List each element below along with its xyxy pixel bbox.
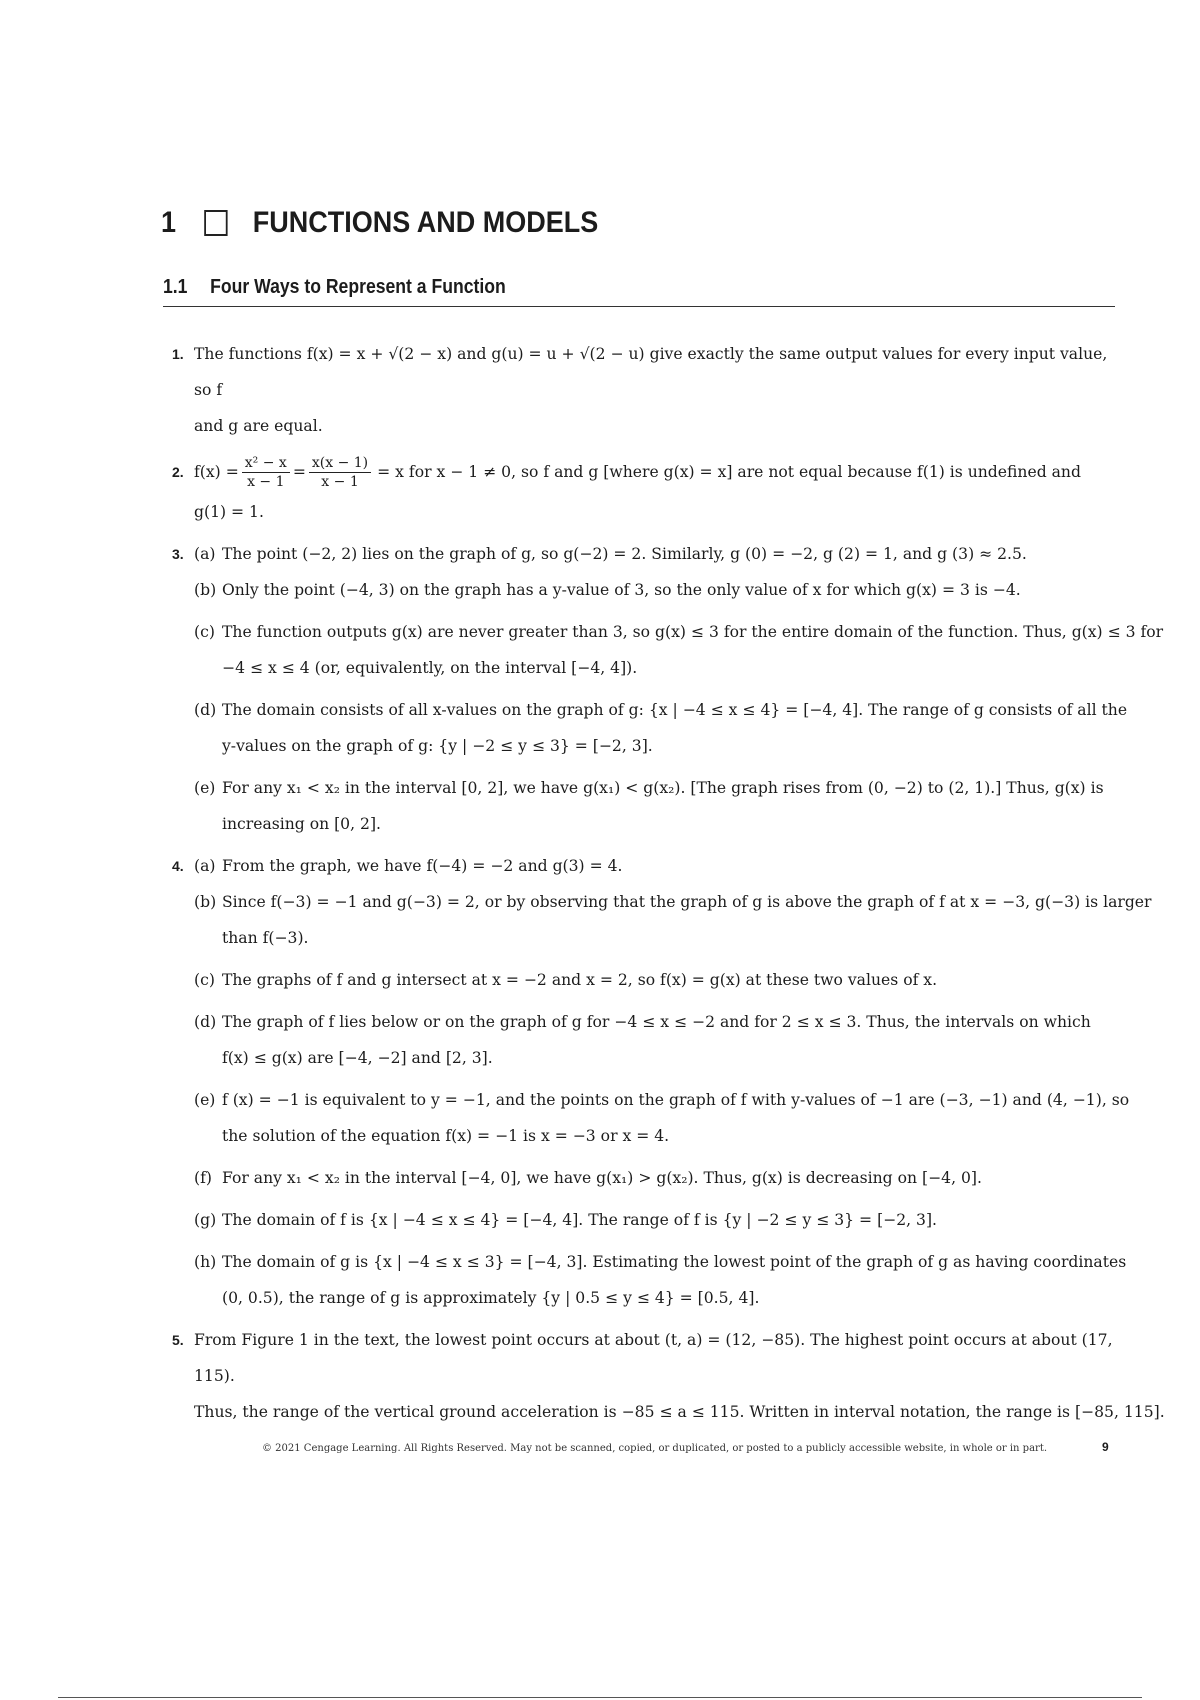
fraction <box>309 454 371 491</box>
chapter-title: FUNCTIONS AND MODELS <box>252 206 599 239</box>
problem-number: 3. <box>172 546 184 562</box>
copyright-notice: © 2021 Cengage Learning. All Rights Reserved. May not be scanned, copied, or duplicated, or posted to a publicly accessible website, in whole or in part. <box>262 1443 1048 1454</box>
part-label: (c) <box>194 623 215 641</box>
part-text: For any x₁ < x₂ in the interval [−4, 0], we have g(x₁) > g(x₂). Thus, g(x) is decreasing on [−4, 0]. <box>222 1169 982 1187</box>
part-label: (a) <box>194 857 216 875</box>
part-b <box>172 884 1152 956</box>
problem-3 <box>172 536 1164 842</box>
part-label: (b) <box>194 581 217 599</box>
part-f <box>172 1160 1117 1196</box>
problem-1 <box>172 336 1117 444</box>
part-e <box>172 1082 1130 1154</box>
part-text: Only the point (−4, 3) on the graph has a y-value of 3, so the only value of x for which g(x) = 3 is −4. <box>222 581 1021 599</box>
part-text-continued: increasing on [0, 2]. <box>222 815 381 833</box>
part-text: The domain of g is {x | −4 ≤ x ≤ 3} = [−4, 3]. Estimating the lowest point of the graph of g as having coordinates <box>222 1253 1127 1271</box>
problem-text-continued: Thus, the range of the vertical ground acceleration is −85 ≤ a ≤ 115. Written in interval notation, the range is [−85, 115]. <box>194 1403 1165 1421</box>
part-text: The graph of f lies below or on the graph of g for −4 ≤ x ≤ −2 and for 2 ≤ x ≤ 3. Thus, the intervals on which <box>222 1013 1091 1031</box>
problem-text-continued: g(1) = 1. <box>194 503 264 521</box>
problem-number: 1. <box>172 346 184 362</box>
part-label: (d) <box>194 701 217 719</box>
page-number: 9 <box>1102 1440 1109 1454</box>
part-d <box>172 692 1128 764</box>
section-title: Four Ways to Represent a Function <box>210 276 506 298</box>
part-label: (b) <box>194 893 217 911</box>
part-label: (e) <box>194 779 216 797</box>
part-text: The domain of f is {x | −4 ≤ x ≤ 4} = [−4, 4]. The range of f is {y | −2 ≤ y ≤ 3} = [−2, 3]. <box>222 1211 938 1229</box>
problem-text-continued: and g are equal. <box>194 417 323 435</box>
problem-text: The functions f(x) = x + √(2 − x) and g(u) = u + √(2 − u) give exactly the same output values for every input value, so f <box>194 345 1108 399</box>
problem-number: 5. <box>172 1332 184 1348</box>
solutions-content <box>172 336 1165 1436</box>
part-label: (c) <box>194 971 215 989</box>
problem-number: 2. <box>172 464 184 480</box>
part-b <box>172 572 1117 608</box>
part-text-continued: f(x) ≤ g(x) are [−4, −2] and [2, 3]. <box>222 1049 493 1067</box>
part-c <box>172 614 1164 686</box>
part-text: The domain consists of all x-values on the graph of g: {x | −4 ≤ x ≤ 4} = [−4, 4]. The range of g consists of all the <box>222 701 1128 719</box>
part-text: The function outputs g(x) are never greater than 3, so g(x) ≤ 3 for the entire domain of the function. Thus, g(x) ≤ 3 for <box>222 623 1164 641</box>
part-text: The graphs of f and g intersect at x = −2 and x = 2, so f(x) = g(x) at these two values of x. <box>222 971 938 989</box>
part-text-continued: −4 ≤ x ≤ 4 (or, equivalently, on the interval [−4, 4]). <box>222 659 638 677</box>
part-e <box>172 770 1117 842</box>
problem-4 <box>172 848 1152 1316</box>
part-label: (a) <box>194 545 216 563</box>
part-text-continued: than f(−3). <box>222 929 309 947</box>
section-heading <box>163 276 506 299</box>
part-g <box>172 1202 1117 1238</box>
part-label: (h) <box>194 1253 217 1271</box>
part-text-continued: the solution of the equation f(x) = −1 is x = −3 or x = 4. <box>222 1127 670 1145</box>
part-d <box>172 1004 1117 1076</box>
problem-5 <box>172 1322 1165 1430</box>
problem-equation <box>194 450 1081 494</box>
fraction-denominator: x − 1 <box>321 473 359 490</box>
part-c <box>172 962 1117 998</box>
equation-tail: = x for x − 1 ≠ 0, so f and g [where g(x) = x] are not equal because f(1) is undefined and <box>377 463 1081 481</box>
fraction <box>242 454 290 491</box>
part-text: The point (−2, 2) lies on the graph of g, so g(−2) = 2. Similarly, g (0) = −2, g (2) = 1, and g (3) ≈ 2.5. <box>222 545 1027 563</box>
part-label: (g) <box>194 1211 217 1229</box>
fraction-numerator: x(x − 1) <box>309 454 371 473</box>
chapter-number: 1 <box>161 206 177 239</box>
equation-lead: f(x) = <box>194 463 239 481</box>
part-label: (d) <box>194 1013 217 1031</box>
problem-text: From Figure 1 in the text, the lowest point occurs at about (t, a) = (12, −85). The highest point occurs at about (17, 115). <box>194 1331 1113 1385</box>
fraction-numerator: x² − x <box>242 454 290 473</box>
section-divider <box>163 306 1115 307</box>
chapter-heading <box>161 206 598 240</box>
part-label: (f) <box>194 1169 212 1187</box>
part-text: For any x₁ < x₂ in the interval [0, 2], we have g(x₁) < g(x₂). [The graph rises from (0, −2) to (2, 1).] Thus, g(x) is <box>222 779 1104 797</box>
chapter-box-icon <box>204 210 227 236</box>
bottom-divider <box>58 1697 1142 1698</box>
part-text: From the graph, we have f(−4) = −2 and g(3) = 4. <box>222 857 623 875</box>
part-h <box>172 1244 1127 1316</box>
part-label: (e) <box>194 1091 216 1109</box>
part-text: f (x) = −1 is equivalent to y = −1, and the points on the graph of f with y-values of −1 are (−3, −1) and (4, −1), so <box>222 1091 1130 1109</box>
part-text-continued: y-values on the graph of g: {y | −2 ≤ y ≤ 3} = [−2, 3]. <box>222 737 653 755</box>
part-text-continued: (0, 0.5), the range of g is approximately {y | 0.5 ≤ y ≤ 4} = [0.5, 4]. <box>222 1289 760 1307</box>
problem-number: 4. <box>172 858 184 874</box>
equals-sign: = <box>292 463 306 481</box>
part-text: Since f(−3) = −1 and g(−3) = 2, or by observing that the graph of g is above the graph of f at x = −3, g(−3) is larger <box>222 893 1152 911</box>
section-number: 1.1 <box>163 276 188 298</box>
problem-2 <box>172 450 1117 530</box>
fraction-denominator: x − 1 <box>247 473 285 490</box>
